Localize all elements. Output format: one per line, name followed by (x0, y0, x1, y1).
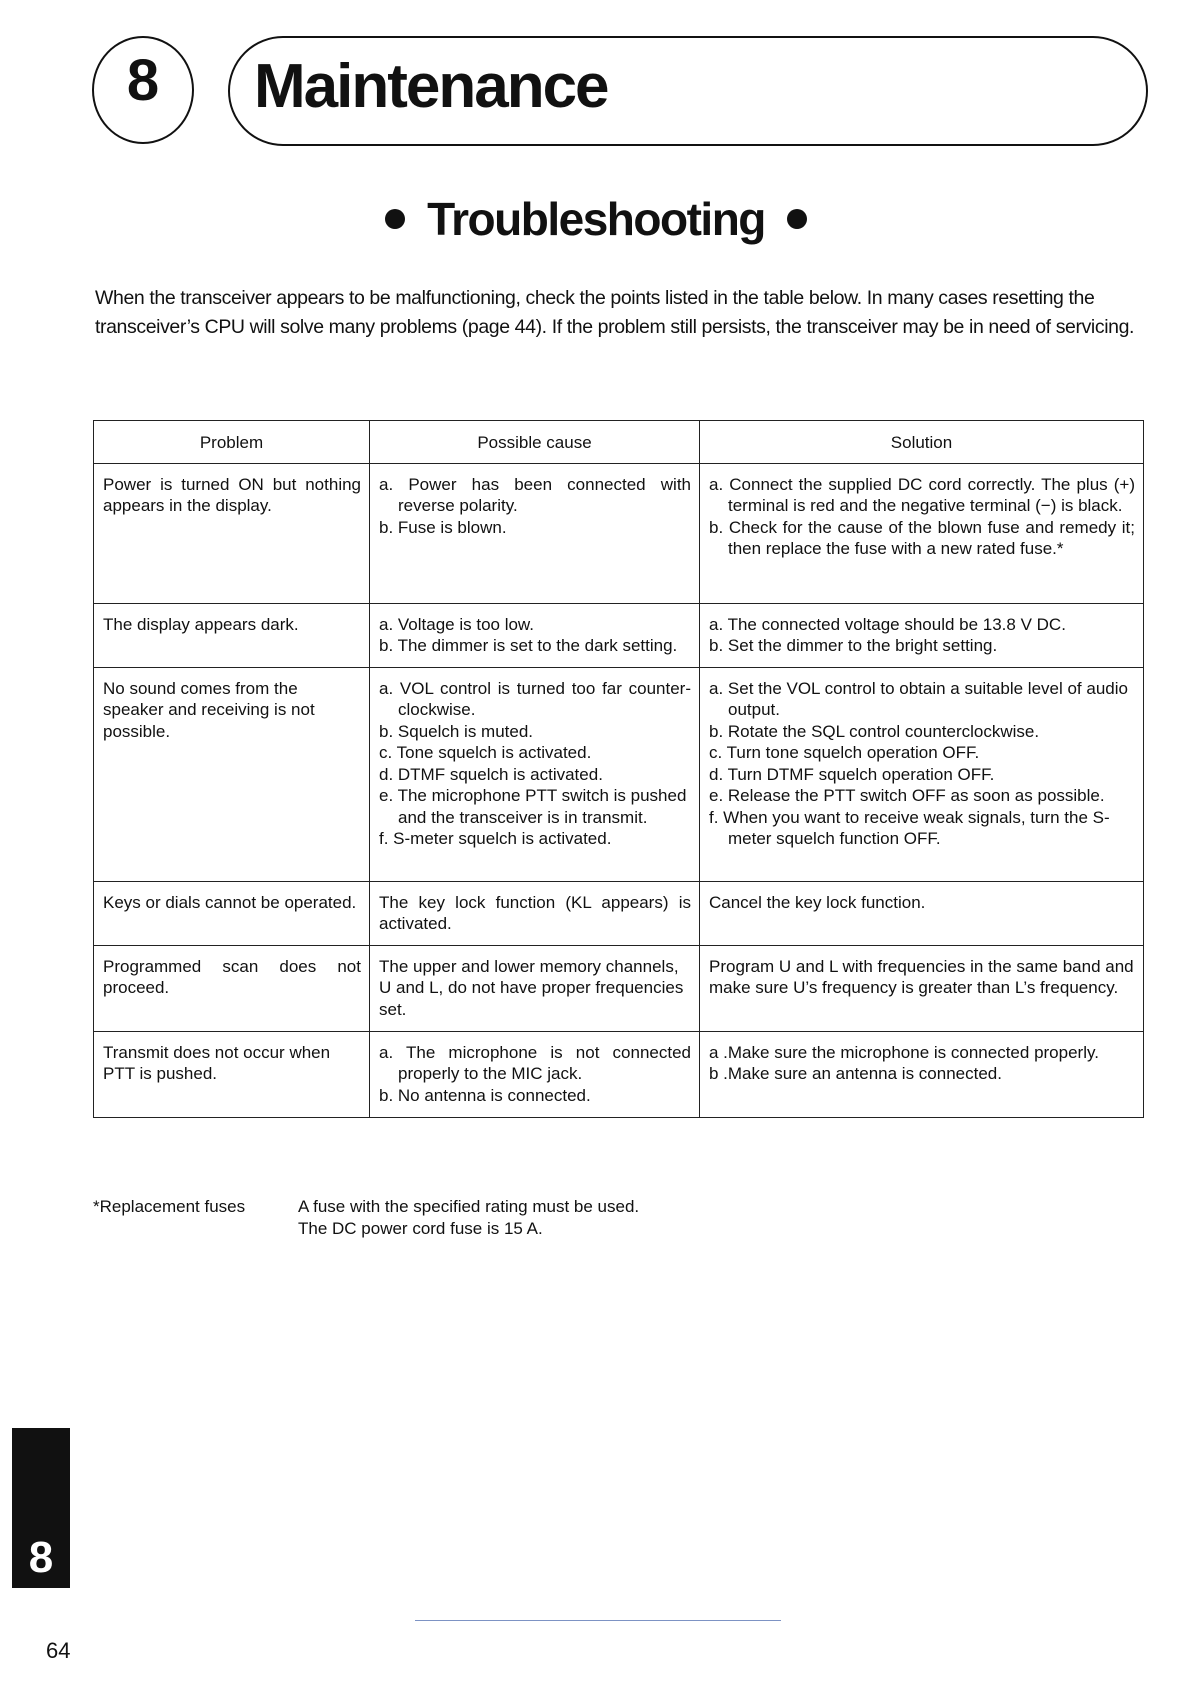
cause-cell: The key lock function (KL appears) is activated. (370, 881, 700, 945)
solution-item: b. Rotate the SQL control counterclockwise. (709, 721, 1040, 741)
cause-item: b. The dimmer is set to the dark setting. (379, 636, 678, 655)
solution-cell (700, 603, 1144, 667)
table-row (94, 463, 1144, 603)
solution-item: b. Set the dimmer to the bright setting. (709, 636, 998, 655)
page-number: 64 (46, 1638, 71, 1663)
bottom-rule (415, 1620, 781, 1621)
problem-cell: Power is turned ON but nothing appears in the display. (94, 463, 370, 603)
chapter-title: Maintenance (254, 52, 608, 121)
table-row (94, 1031, 1144, 1117)
solution-item: e. Release the PTT switch OFF as soon as possible. (709, 786, 1105, 805)
cause-item: e. The microphone PTT switch is pushed and the transceiver is in transmit. (379, 786, 687, 827)
cause-item: a. Power has been connected with reverse polarity. (379, 474, 691, 515)
solution-item: b. Check for the cause of the blown fuse and remedy it; then replace the fuse with a new rated fuse.* (709, 517, 1135, 558)
table-header-row (94, 421, 1144, 464)
header-possible-cause: Possible cause (370, 421, 700, 464)
footnote-line: The DC power cord fuse is 15 A. (298, 1219, 543, 1238)
problem-cell: The display appears dark. (94, 603, 370, 667)
side-tab-number: 8 (28, 1533, 54, 1582)
table-row (94, 667, 1144, 881)
cause-cell: The upper and lower memory channels, U and L, do not have proper frequencies set. (370, 945, 700, 1031)
footnote-text (298, 1196, 639, 1240)
solution-item: d. Turn DTMF squelch operation OFF. (709, 764, 995, 784)
cause-cell (370, 1031, 700, 1117)
cause-cell (370, 603, 700, 667)
chapter-side-tab (12, 1428, 70, 1588)
solution-item: c. Turn tone squelch operation OFF. (709, 743, 980, 762)
cause-item: a. VOL control is turned too far counter-clockwise. (379, 678, 691, 719)
table-row (94, 945, 1144, 1031)
solution-cell (700, 1031, 1144, 1117)
solution-item: a .Make sure the microphone is connected properly. (709, 1042, 1099, 1062)
cause-item: b. No antenna is connected. (379, 1085, 591, 1105)
cause-item: b. Squelch is muted. (379, 721, 534, 741)
bullet-icon (787, 209, 807, 229)
chapter-title-frame (228, 36, 1148, 146)
solution-cell (700, 463, 1144, 603)
header-problem: Problem (94, 421, 370, 464)
section-heading (0, 193, 1192, 245)
chapter-number-badge (92, 36, 194, 144)
footnote-label: *Replacement fuses (93, 1197, 246, 1216)
problem-cell: Keys or dials cannot be operated. (94, 881, 370, 945)
section-title: Troubleshooting (427, 193, 765, 245)
bullet-icon (385, 209, 405, 229)
table-row (94, 603, 1144, 667)
cause-cell (370, 463, 700, 603)
solution-item: a. Set the VOL control to obtain a suitable level of audio output. (709, 678, 1128, 719)
cause-item: a. Voltage is too low. (379, 614, 534, 634)
problem-cell: No sound comes from the speaker and receiving is not possible. (94, 667, 370, 881)
cause-item: b. Fuse is blown. (379, 517, 507, 537)
solution-cell (700, 667, 1144, 881)
intro-paragraph: When the transceiver appears to be malfunctioning, check the points listed in the table below. In many cases resetting the transceiver’s CPU will solve many problems (page 44). If the problem still persists, the transceiver may be in need of servicing. (95, 287, 1135, 338)
problem-cell: Programmed scan does not proceed. (94, 945, 370, 1031)
header-solution: Solution (700, 421, 1144, 464)
footnote-line: A fuse with the specified rating must be used. (298, 1197, 640, 1216)
solution-cell: Cancel the key lock function. (700, 881, 1144, 945)
solution-item: a. The connected voltage should be 13.8 V DC. (709, 614, 1066, 634)
cause-item: c. Tone squelch is activated. (379, 743, 592, 762)
cause-item: f. S-meter squelch is activated. (379, 829, 612, 848)
cause-item: a. The microphone is not connected properly to the MIC jack. (379, 1042, 691, 1083)
table-row (94, 881, 1144, 945)
chapter-number: 8 (126, 48, 160, 113)
problem-cell: Transmit does not occur when PTT is pushed. (94, 1031, 370, 1117)
cause-cell (370, 667, 700, 881)
solution-cell: Program U and L with frequencies in the same band and make sure U’s frequency is greater than L’s frequency. (700, 945, 1144, 1031)
solution-item: f. When you want to receive weak signals, turn the S-meter squelch function OFF. (709, 807, 1110, 848)
solution-item: b .Make sure an antenna is connected. (709, 1064, 1002, 1083)
solution-item: a. Connect the supplied DC cord correctly. The plus (+) terminal is red and the negative terminal (−) is black. (709, 474, 1135, 515)
cause-item: d. DTMF squelch is activated. (379, 764, 603, 784)
troubleshooting-table (93, 420, 1144, 1118)
